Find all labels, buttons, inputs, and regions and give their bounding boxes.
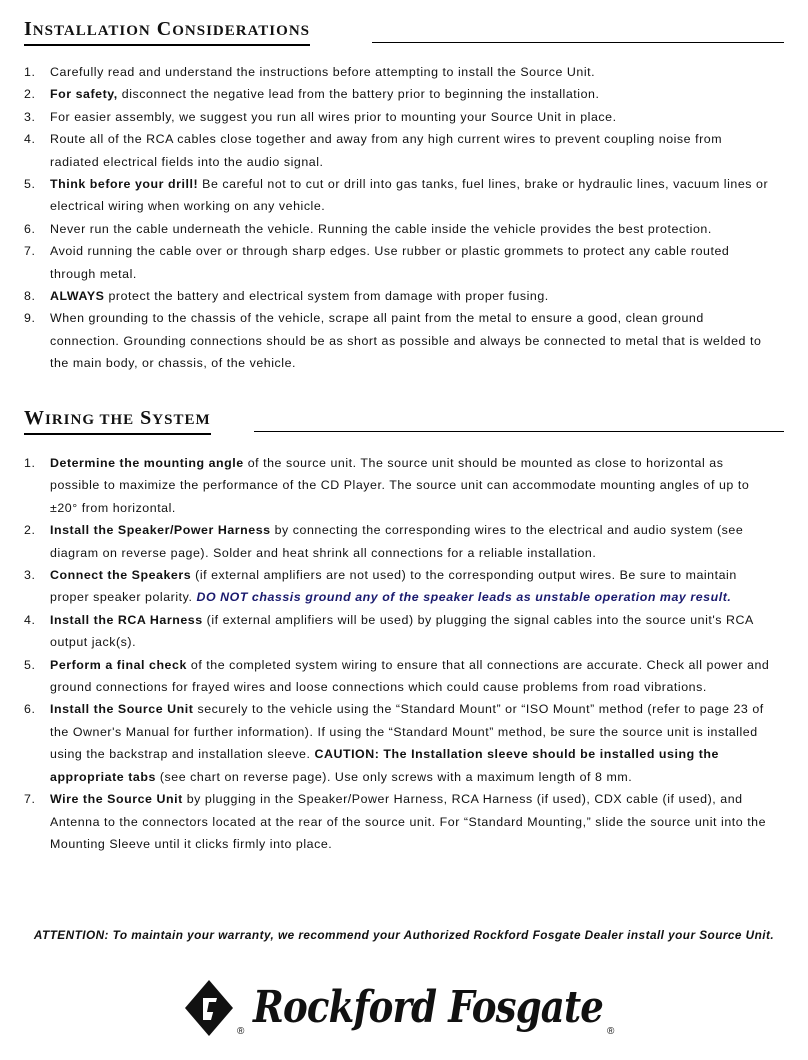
installation-heading: INSTALLATION CONSIDERATIONS [24, 18, 310, 46]
rockford-fosgate-logo [183, 968, 623, 1040]
list-item [24, 173, 772, 218]
warning-text: DO NOT chassis ground any of the speaker leads as unstable operation may result. [196, 590, 732, 605]
item-number: 5. [24, 177, 36, 192]
item-text: For easier assembly, we suggest you run all wires prior to mounting your Source Unit in place. [50, 109, 617, 124]
item-number: 2. [24, 87, 36, 102]
list-item [24, 61, 772, 83]
item-lead: Install the RCA Harness [50, 612, 203, 627]
attention-note: ATTENTION: To maintain your warranty, we recommend your Authorized Rockford Fosgate Dealer install your Source Unit. [33, 928, 775, 942]
item-lead: For safety, [50, 87, 118, 102]
item-number: 6. [24, 702, 36, 717]
list-item [24, 654, 772, 699]
item-lead: Determine the mounting angle [50, 456, 244, 470]
list-item [24, 307, 772, 374]
list-item [24, 240, 772, 285]
item-lead: Perform a final check [50, 657, 187, 672]
rf-emblem-icon [185, 980, 245, 1037]
list-item [24, 452, 772, 519]
wiring-list [24, 452, 772, 855]
item-number: 7. [24, 792, 36, 807]
item-number: 8. [24, 289, 36, 304]
item-lead: Connect the Speakers [50, 568, 192, 583]
item-text: securely to the vehicle using the “Standard Mount” or “ISO Mount” method (refer to page 23 of the Owner's Manual for further information). If using the “Standard Mount” method, be sure the source unit is installed using the backstrap and installation sleeve. [50, 702, 764, 762]
item-number: 7. [24, 244, 36, 259]
wiring-heading: WIRING THE SYSTEM [24, 407, 211, 435]
item-number: 3. [24, 109, 36, 124]
item-number: 3. [24, 568, 36, 583]
item-lead: Think before your drill! [50, 177, 199, 192]
item-number: 1. [24, 65, 36, 79]
item-text: Carefully read and understand the instructions before attempting to install the Source Unit. [50, 65, 596, 79]
list-item [24, 218, 772, 240]
item-number: 2. [24, 523, 36, 538]
item-lead: Wire the Source Unit [50, 792, 183, 807]
installation-list [24, 61, 772, 375]
item-text: Never run the cable underneath the vehicle. Running the cable inside the vehicle provides the best protection. [50, 221, 712, 236]
list-item [24, 519, 772, 564]
svg-text:®: ® [607, 1026, 615, 1037]
list-item [24, 788, 772, 855]
item-text: of the completed system wiring to ensure that all connections are accurate. Check all power and ground connections for frayed wires and loose connections which could cause problems from road vibrations. [50, 657, 770, 695]
list-item [24, 698, 772, 788]
item-lead: ALWAYS [50, 289, 105, 304]
heading-rule [372, 42, 784, 43]
item-text: by plugging in the Speaker/Power Harness, RCA Harness (if used), CDX cable (if used), and Antenna to the connectors located at the rear of the source unit. For “Standard Mounting,” slide the source unit into the Mounting Sleeve until it clicks firmly into place. [50, 792, 767, 851]
item-number: 5. [24, 657, 36, 672]
list-item [24, 83, 772, 105]
item-number: 1. [24, 456, 36, 470]
item-number: 9. [24, 311, 36, 326]
item-text: (if external amplifiers are not used) to the corresponding output wires. Be sure to maintain proper speaker polarity. [50, 568, 737, 605]
logo-wordmark: Rockford Fosgate [251, 982, 604, 1033]
item-text: (see chart on reverse page). Use only screws with a maximum length of 8 mm. [155, 769, 633, 784]
list-item [24, 128, 772, 173]
item-number: 4. [24, 132, 36, 147]
item-text: of the source unit. The source unit should be mounted as close to horizontal as possible to maximize the performance of the CD Player. The source unit can accommodate mounting angles of up to ±20° from horizontal. [50, 456, 750, 515]
item-lead: Install the Speaker/Power Harness [50, 523, 271, 538]
item-text: disconnect the negative lead from the battery prior to beginning the installation. [117, 87, 600, 102]
item-text: When grounding to the chassis of the vehicle, scrape all paint from the metal to ensure a good, clean ground connection. Grounding connections should be as short as possible and always be connected to metal that is welded to the main body, or chassis, of the vehicle. [50, 311, 762, 371]
item-text: protect the battery and electrical system from damage with proper fusing. [104, 289, 549, 304]
item-text: Route all of the RCA cables close together and away from any high current wires to prevent coupling noise from radiated electrical fields into the audio signal. [50, 132, 723, 169]
svg-text:®: ® [237, 1026, 245, 1037]
caution-text: CAUTION: The Installation sleeve should be installed using the appropriate tabs [50, 747, 719, 784]
heading-rule [254, 431, 784, 432]
list-item [24, 285, 772, 307]
list-item [24, 106, 772, 128]
list-item [24, 609, 772, 654]
item-number: 4. [24, 612, 36, 627]
item-text: Avoid running the cable over or through sharp edges. Use rubber or plastic grommets to protect any cable routed through metal. [50, 244, 730, 281]
item-text: Be careful not to cut or drill into gas tanks, fuel lines, brake or hydraulic lines, vacuum lines or electrical wiring when working on any vehicle. [50, 177, 769, 214]
item-text: by connecting the corresponding wires to the electrical and audio system (see diagram on reverse page). Solder and heat shrink all connections for a reliable installation. [50, 523, 744, 560]
item-text: (if external amplifiers will be used) by plugging the signal cables into the source unit's RCA output jack(s). [50, 612, 754, 650]
item-number: 6. [24, 221, 36, 236]
item-lead: Install the Source Unit [50, 702, 194, 717]
list-item [24, 564, 772, 609]
